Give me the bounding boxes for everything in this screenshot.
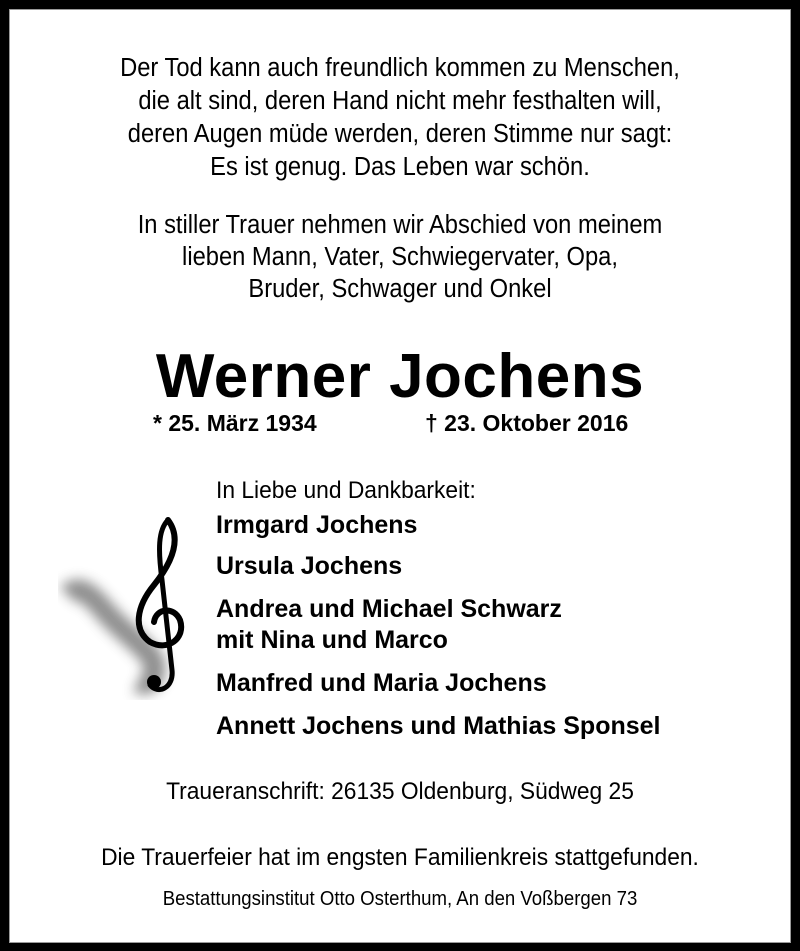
mourner-name: Andrea und Michael Schwarz — [216, 595, 562, 623]
poem-line: die alt sind, deren Hand nicht mehr festhalten will, — [138, 87, 662, 115]
poem-line: deren Augen müde werden, deren Stimme nur sagt: — [127, 120, 673, 148]
deceased-name: Werner Jochens — [155, 342, 645, 411]
mourner-name: Annett Jochens und Mathias Sponsel — [216, 712, 661, 740]
poem-line: Der Tod kann auch freundlich kommen zu Menschen, — [120, 54, 680, 82]
obituary-card — [9, 9, 791, 943]
mourners-heading: In Liebe und Dankbarkeit: — [216, 477, 476, 504]
mourner-name: Manfred und Maria Jochens — [216, 669, 547, 697]
mourner-name: Ursula Jochens — [216, 552, 403, 580]
intro-text — [37, 209, 762, 305]
treble-clef-icon — [58, 510, 208, 700]
poem-line: Es ist genug. Das Leben war schön. — [210, 153, 590, 181]
intro-line: lieben Mann, Vater, Schwiegervater, Opa, — [182, 243, 618, 271]
intro-line: Bruder, Schwager und Onkel — [248, 275, 552, 303]
death-date: † 23. Oktober 2016 — [425, 410, 629, 436]
mourner-name: Irmgard Jochens — [216, 511, 418, 539]
mourning-address: Traueranschrift: 26135 Oldenburg, Südweg 25 — [166, 778, 634, 805]
poem — [37, 52, 762, 184]
intro-line: In stiller Trauer nehmen wir Abschied von meinem — [137, 211, 663, 239]
undertaker-info: Bestattungsinstitut Otto Osterthum, An den Voßbergen 73 — [162, 888, 638, 910]
mourner-name: mit Nina und Marco — [216, 626, 448, 654]
ceremony-note: Die Trauerfeier hat im engsten Familienkreis stattgefunden. — [101, 844, 699, 871]
birth-date: * 25. März 1934 — [153, 410, 317, 436]
